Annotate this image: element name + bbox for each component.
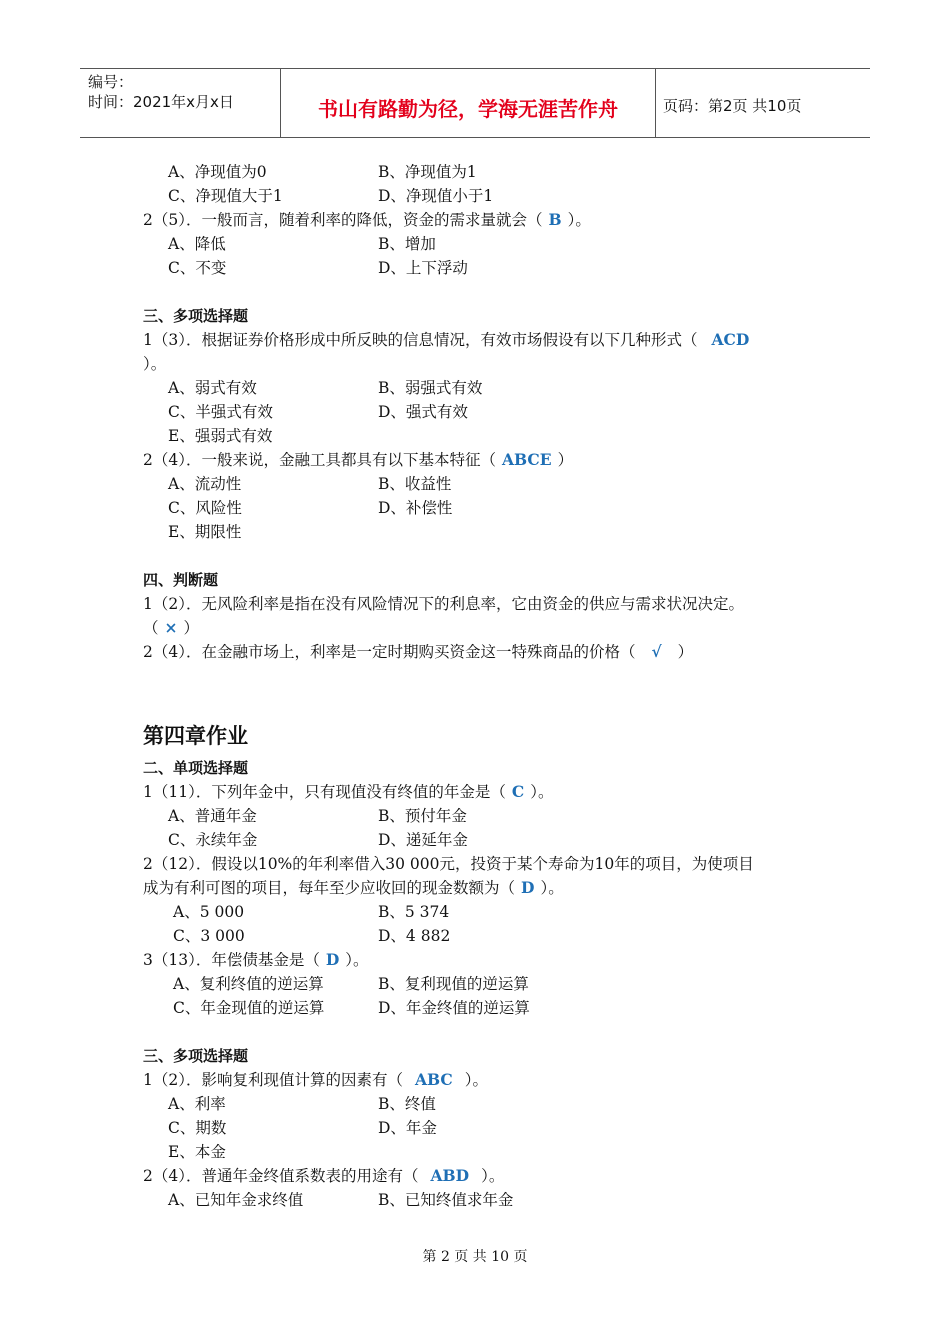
question-tail: ） [557, 451, 574, 469]
option-row [143, 1116, 823, 1140]
chapter-title: 第四章作业 [143, 724, 248, 748]
question-text: 2（4）．普通年金终值系数表的用途有（ [143, 1167, 419, 1185]
question-tail: ）。 [540, 879, 564, 897]
option-e: E、期限性 [168, 523, 242, 541]
option-d: D、年金 [378, 1119, 437, 1137]
question [143, 948, 823, 972]
option-a: A、净现值为0 [168, 163, 267, 181]
option-a: A、利率 [168, 1095, 226, 1113]
option-d: D、递延年金 [378, 831, 468, 849]
answer: ACD [711, 330, 750, 349]
option-c: C、永续年金 [168, 831, 258, 849]
document-body [143, 160, 823, 1212]
option-b: B、收益性 [378, 475, 452, 493]
option-c: C、期数 [168, 1119, 227, 1137]
question-tail: ）。 [143, 355, 167, 373]
question [143, 780, 823, 804]
question-tail: ） [183, 619, 200, 637]
answer: D [325, 950, 340, 969]
option-a: A、复利终值的逆运算 [173, 975, 324, 993]
question-tail: ）。 [481, 1167, 505, 1185]
answer: ABD [430, 1166, 470, 1185]
option-row [143, 900, 823, 924]
question-tail: ）。 [530, 783, 554, 801]
option-b: B、增加 [378, 235, 436, 253]
question-text: 1（3）．根据证券价格形成中所反映的信息情况，有效市场假设有以下几种形式（ [143, 331, 698, 349]
option-row [143, 400, 823, 424]
option-row [143, 828, 823, 852]
question-text: 2（4）．在金融市场上，利率是一定时期购买资金这一特殊商品的价格（ [143, 643, 636, 661]
option-row [143, 472, 823, 496]
option-row [143, 256, 823, 280]
question [143, 616, 823, 640]
option-e: E、本金 [168, 1143, 226, 1161]
option-row [143, 1092, 823, 1116]
option-b: B、弱强式有效 [378, 379, 483, 397]
question [143, 208, 823, 232]
option-d: D、强式有效 [378, 403, 468, 421]
question [143, 876, 823, 900]
question [143, 1164, 823, 1188]
option-row [143, 520, 823, 544]
answer: C [511, 782, 525, 801]
answer: × [164, 618, 178, 637]
option-b: B、5 374 [378, 903, 450, 921]
answer: B [548, 210, 562, 229]
document-number-label: 编号： [88, 73, 134, 91]
header-right-cell [655, 69, 870, 137]
section-heading: 四、判断题 [143, 571, 219, 589]
option-row [143, 496, 823, 520]
option-a: A、已知年金求终值 [168, 1191, 304, 1209]
option-c: C、3 000 [173, 927, 245, 945]
option-b: B、已知终值求年金 [378, 1191, 514, 1209]
question-text: 2（5）．一般而言，随着利率的降低，资金的需求量就会（ [143, 211, 543, 229]
option-c: C、风险性 [168, 499, 242, 517]
option-row [143, 160, 823, 184]
option-b: B、复利现值的逆运算 [378, 975, 529, 993]
option-a: A、普通年金 [168, 807, 257, 825]
answer: ABC [414, 1070, 453, 1089]
option-c: C、年金现值的逆运算 [173, 999, 325, 1017]
option-row [143, 1188, 823, 1212]
option-e: E、强弱式有效 [168, 427, 273, 445]
question [143, 448, 823, 472]
document-header [80, 68, 870, 138]
option-row [143, 924, 823, 948]
option-d: D、净现值小于1 [378, 187, 494, 205]
option-c: C、净现值大于1 [168, 187, 283, 205]
header-motto: 书山有路勤为径，学海无涯苦作舟 [318, 97, 618, 121]
section-heading: 三、多项选择题 [143, 1047, 249, 1065]
section-heading: 二、单项选择题 [143, 759, 249, 777]
question-tail: ）。 [464, 1071, 489, 1089]
option-b: B、净现值为1 [378, 163, 477, 181]
option-row [143, 424, 823, 448]
option-a: A、流动性 [168, 475, 242, 493]
question [143, 640, 823, 664]
option-c: C、不变 [168, 259, 227, 277]
header-center-cell [280, 69, 656, 137]
option-b: B、终值 [378, 1095, 436, 1113]
option-row [143, 804, 823, 828]
question-tail: ）。 [345, 951, 369, 969]
option-c: C、半强式有效 [168, 403, 273, 421]
option-row [143, 376, 823, 400]
question [143, 1068, 823, 1092]
option-d: D、补偿性 [378, 499, 453, 517]
section-heading: 三、多项选择题 [143, 307, 249, 325]
option-row [143, 232, 823, 256]
option-a: A、降低 [168, 235, 226, 253]
question-text: 2（4）．一般来说，金融工具都具有以下基本特征（ [143, 451, 496, 469]
option-row [143, 972, 823, 996]
header-page-label: 页码：第2页 共10页 [663, 97, 802, 115]
question-tail: ）。 [567, 211, 591, 229]
page-footer: 第 2 页 共 10 页 [422, 1249, 528, 1265]
document-time-label: 时间：2021年x月x日 [88, 93, 234, 111]
option-d: D、上下浮动 [378, 259, 468, 277]
question-bracket-open: （ [143, 619, 159, 637]
question-text: 1（2）．无风险利率是指在没有风险情况下的利息率，它由资金的供应与需求状况决定。 [143, 595, 744, 613]
option-a: A、5 000 [173, 903, 245, 921]
header-left-cell [80, 69, 280, 137]
answer: D [521, 878, 535, 897]
option-d: D、年金终值的逆运算 [378, 999, 530, 1017]
question-text: 1（2）．影响复利现值计算的因素有（ [143, 1071, 403, 1089]
question-text: 3（13）．年偿债基金是（ [143, 951, 320, 969]
option-row [143, 184, 823, 208]
option-row [143, 1140, 823, 1164]
question-text: 1（11）．下列年金中，只有现值没有终值的年金是（ [143, 783, 506, 801]
option-a: A、弱式有效 [168, 379, 257, 397]
question-text: 2（12）．假设以10%的年利率借入30 000元，投资于某个寿命为10年的项目，为使项目 [143, 855, 754, 873]
answer: ABCE [501, 450, 552, 469]
option-d: D、4 882 [378, 927, 451, 945]
answer: √ [651, 642, 662, 661]
option-b: B、预付年金 [378, 807, 467, 825]
option-row [143, 996, 823, 1020]
question-tail: ） [677, 643, 694, 661]
question-text: 成为有利可图的项目，每年至少应收回的现金数额为（ [143, 879, 516, 897]
question [143, 328, 823, 352]
